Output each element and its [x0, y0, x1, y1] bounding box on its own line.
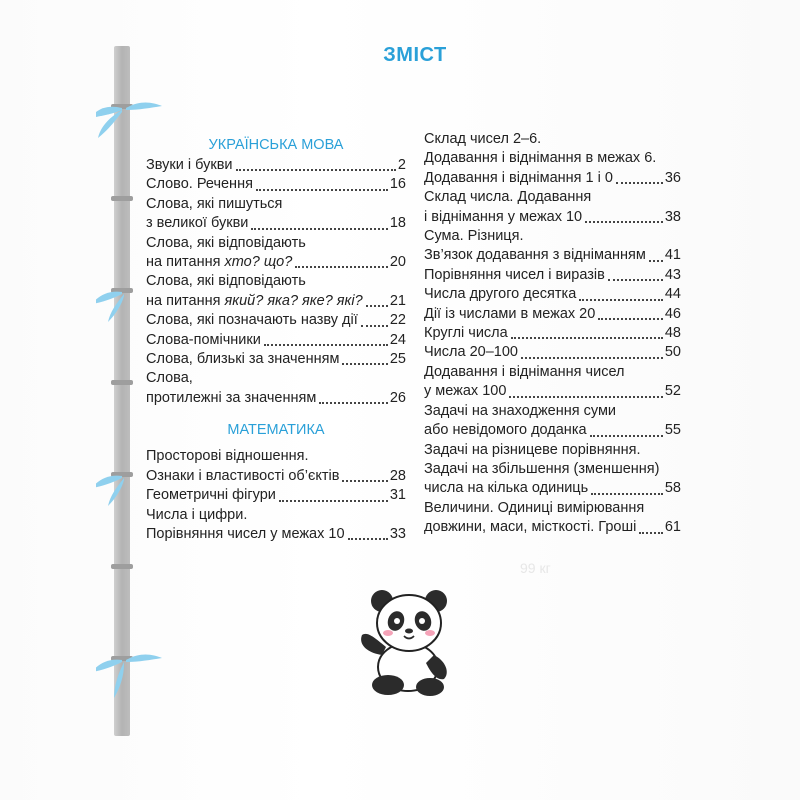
- toc-entry-text: на питання який? яка? яке? які?: [146, 292, 363, 309]
- toc-entry: [146, 234, 406, 273]
- toc-entry-text: Величини. Одиниці вимірювання: [424, 499, 645, 516]
- toc-entry-last-line: [424, 266, 681, 285]
- toc-page-number: 38: [664, 208, 681, 225]
- toc-entry-line: [424, 499, 681, 518]
- toc-entry-last-line: [424, 343, 681, 362]
- toc-entry: [146, 506, 406, 545]
- toc-entry-text: Слова, які позначають назву дії: [146, 312, 358, 329]
- toc-entry-last-line: [146, 175, 406, 194]
- toc-entry-text: Задачі на збільшення (зменшення): [424, 460, 660, 477]
- toc-page-number: 44: [664, 286, 681, 303]
- toc-entry-last-line: [146, 214, 406, 233]
- toc-entry: [146, 272, 406, 311]
- toc-entry-last-line: [424, 479, 681, 498]
- toc-entry-line: [146, 506, 406, 525]
- toc-page-number: 24: [389, 331, 406, 348]
- toc-entry: [424, 305, 681, 324]
- toc-entry-last-line: [146, 467, 406, 486]
- toc-entry: [424, 266, 681, 285]
- toc-entry-text: Зв’язок додавання з відніманням: [424, 247, 646, 264]
- toc-entry-last-line: [146, 331, 406, 350]
- toc-entry-text: числа на кілька одиниць: [424, 480, 589, 497]
- toc-entry-last-line: [146, 156, 406, 175]
- toc-entry-text: Слова, які відповідають: [146, 234, 306, 251]
- toc-entry-last-line: [146, 311, 406, 330]
- toc-entry-text: Порівняння чисел у межах 10: [146, 525, 345, 542]
- toc-entry-text: або невідомого доданка: [424, 422, 587, 439]
- toc-dot-leader: [319, 401, 388, 404]
- toc-entry-line: [424, 460, 681, 479]
- toc-page-number: 55: [664, 422, 681, 439]
- toc-entry-text: Склад чисел 2–6.: [424, 131, 542, 147]
- toc-page-number: 50: [664, 344, 681, 361]
- toc-entry: [146, 350, 406, 369]
- toc-entry-text: Геометричні фігури: [146, 487, 276, 504]
- toc-entry-line: [424, 188, 681, 207]
- toc-dot-leader: [256, 188, 388, 191]
- toc-entry-text: з великої букви: [146, 215, 249, 232]
- toc-entry-line: [146, 234, 406, 253]
- toc-dot-leader: [251, 227, 387, 230]
- toc-entry-text: Порівняння чисел і виразів: [424, 266, 605, 283]
- toc-entry-last-line: [424, 421, 681, 440]
- toc-list-math: [146, 447, 406, 544]
- toc-page-number: 52: [664, 383, 681, 400]
- toc-entry-line: [424, 402, 681, 421]
- toc-entry: [424, 441, 681, 499]
- toc-entry: [424, 130, 681, 188]
- toc-entry-text: Числа і цифри.: [146, 506, 248, 523]
- toc-entry-last-line: [146, 389, 406, 408]
- toc-dot-leader: [366, 304, 388, 307]
- toc-entry: [146, 331, 406, 350]
- toc-page-number: 21: [389, 292, 406, 309]
- toc-dot-leader: [608, 278, 663, 281]
- toc-left-column: [146, 134, 406, 544]
- toc-entry: [146, 156, 406, 175]
- toc-dot-leader: [616, 181, 663, 184]
- toc-dot-leader: [598, 317, 663, 320]
- toc-entry-last-line: [424, 169, 681, 188]
- toc-dot-leader: [342, 362, 387, 365]
- toc-dot-leader: [361, 324, 388, 327]
- toc-page-number: 28: [389, 467, 406, 484]
- toc-dot-leader: [590, 434, 663, 437]
- toc-list-ukrainian: [146, 156, 406, 408]
- toc-entry-last-line: [146, 350, 406, 369]
- toc-entry-line: [146, 272, 406, 291]
- toc-entry-text: Ознаки і властивості об’єктів: [146, 467, 340, 484]
- toc-entry: [146, 175, 406, 194]
- toc-dot-leader: [295, 265, 388, 268]
- toc-entry-line: [146, 447, 406, 466]
- toc-entry-text: Слова, близькі за значенням: [146, 351, 340, 368]
- toc-entry: [424, 188, 681, 227]
- toc-page-number: 48: [664, 325, 681, 342]
- toc-entry-text: Круглі числа: [424, 325, 508, 342]
- toc-dot-leader: [639, 531, 663, 534]
- toc-entry: [146, 369, 406, 408]
- section-heading-math: МАТЕМАТИКА: [227, 422, 325, 439]
- toc-list-math-continued: [424, 130, 681, 538]
- toc-page-number: 20: [389, 254, 406, 271]
- section-heading-ukrainian: УКРАЇНСЬКА МОВА: [208, 137, 344, 153]
- toc-dot-leader: [579, 298, 663, 301]
- toc-dot-leader: [585, 220, 663, 223]
- toc-entry-text: Додавання і віднімання в межах 6.: [424, 150, 657, 167]
- toc-entry-text: на питання хто? що?: [146, 254, 293, 271]
- toc-dot-leader: [264, 343, 388, 346]
- toc-entry-text: Слова-помічники: [146, 331, 261, 348]
- toc-entry-text: протилежні за значенням: [146, 389, 317, 406]
- toc-entry-text: Слова, які пишуться: [146, 195, 283, 212]
- toc-page-number: 31: [389, 487, 406, 504]
- toc-entry-line: [146, 195, 406, 214]
- toc-entry-text: Звуки і букви: [146, 157, 233, 173]
- toc-entry-last-line: [424, 285, 681, 304]
- toc-page-number: 36: [664, 169, 681, 186]
- toc-entry-last-line: [424, 246, 681, 265]
- toc-entry-text: Числа 20–100: [424, 344, 518, 361]
- toc-entry-last-line: [424, 324, 681, 343]
- toc-entry: [424, 285, 681, 304]
- toc-entry: [146, 447, 406, 486]
- toc-entry-last-line: [146, 292, 406, 311]
- show-through-text: 99 кг: [520, 560, 551, 576]
- toc-entry-text: Дії із числами в межах 20: [424, 305, 596, 322]
- toc-entry-text: Додавання і віднімання 1 і 0: [424, 169, 613, 186]
- toc-entry-text: Задачі на знаходження суми: [424, 402, 617, 419]
- toc-entry: [424, 227, 681, 266]
- toc-entry-last-line: [424, 208, 681, 227]
- toc-page-number: 25: [389, 351, 406, 368]
- toc-entry-last-line: [146, 253, 406, 272]
- toc-dot-leader: [591, 492, 663, 495]
- toc-entry-text: Сума. Різниця.: [424, 228, 524, 245]
- toc-page-number: 22: [389, 312, 406, 329]
- toc-page-number: 61: [664, 519, 681, 536]
- toc-page-number: 26: [389, 389, 406, 406]
- toc-entry-line: [424, 130, 681, 149]
- toc-page-number: 18: [389, 215, 406, 232]
- toc-entry: [424, 343, 681, 362]
- toc-entry-text: Додавання і віднімання чисел: [424, 363, 625, 380]
- toc-page-number: 43: [664, 266, 681, 283]
- toc-page-number: 33: [389, 525, 406, 542]
- toc-entry-text: і віднімання у межах 10: [424, 208, 583, 225]
- toc-page-number: 58: [664, 480, 681, 497]
- toc-entry-last-line: [424, 518, 681, 537]
- toc-entry-line: [424, 363, 681, 382]
- toc-page-number: 2: [397, 157, 406, 173]
- toc-entry-line: [424, 441, 681, 460]
- page-title: ЗМІСТ: [383, 44, 447, 66]
- toc-entry-text: у межах 100: [424, 383, 507, 400]
- toc-dot-leader: [509, 395, 662, 398]
- toc-entry-text: довжини, маси, місткості. Гроші: [424, 519, 637, 536]
- toc-entry: [424, 499, 681, 538]
- toc-entry-text: Слово. Речення: [146, 176, 253, 193]
- toc-entry: [424, 402, 681, 441]
- toc-entry-last-line: [424, 382, 681, 401]
- toc-page-number: 41: [664, 247, 681, 264]
- toc-page-number: 46: [664, 305, 681, 322]
- toc-page-number: 16: [389, 176, 406, 193]
- toc-dot-leader: [521, 356, 663, 359]
- toc-dot-leader: [342, 479, 387, 482]
- toc-dot-leader: [348, 537, 388, 540]
- toc-entry: [146, 311, 406, 330]
- toc-entry: [424, 363, 681, 402]
- toc-entry-text: Числа другого десятка: [424, 286, 577, 303]
- section-gap: [146, 408, 406, 419]
- toc-entry-last-line: [146, 486, 406, 505]
- toc-entry: [146, 195, 406, 234]
- toc-right-column: [424, 130, 681, 538]
- panda-illustration: [350, 585, 460, 700]
- toc-dot-leader: [511, 336, 663, 339]
- toc-entry-line: [146, 369, 406, 388]
- toc-entry-text: Просторові відношення.: [146, 448, 309, 465]
- toc-entry-text: Слова,: [146, 370, 193, 387]
- toc-entry-last-line: [146, 525, 406, 544]
- toc-entry-line: [424, 227, 681, 246]
- toc-dot-leader: [649, 259, 663, 262]
- toc-dot-leader: [236, 168, 396, 171]
- toc-entry: [424, 324, 681, 343]
- toc-entry-text: Слова, які відповідають: [146, 273, 306, 290]
- toc-entry: [146, 486, 406, 505]
- toc-entry-text: Задачі на різницеве порівняння.: [424, 441, 641, 458]
- toc-entry-line: [424, 149, 681, 168]
- toc-dot-leader: [279, 499, 388, 502]
- toc-entry-last-line: [424, 305, 681, 324]
- toc-entry-text: Склад числа. Додавання: [424, 189, 592, 206]
